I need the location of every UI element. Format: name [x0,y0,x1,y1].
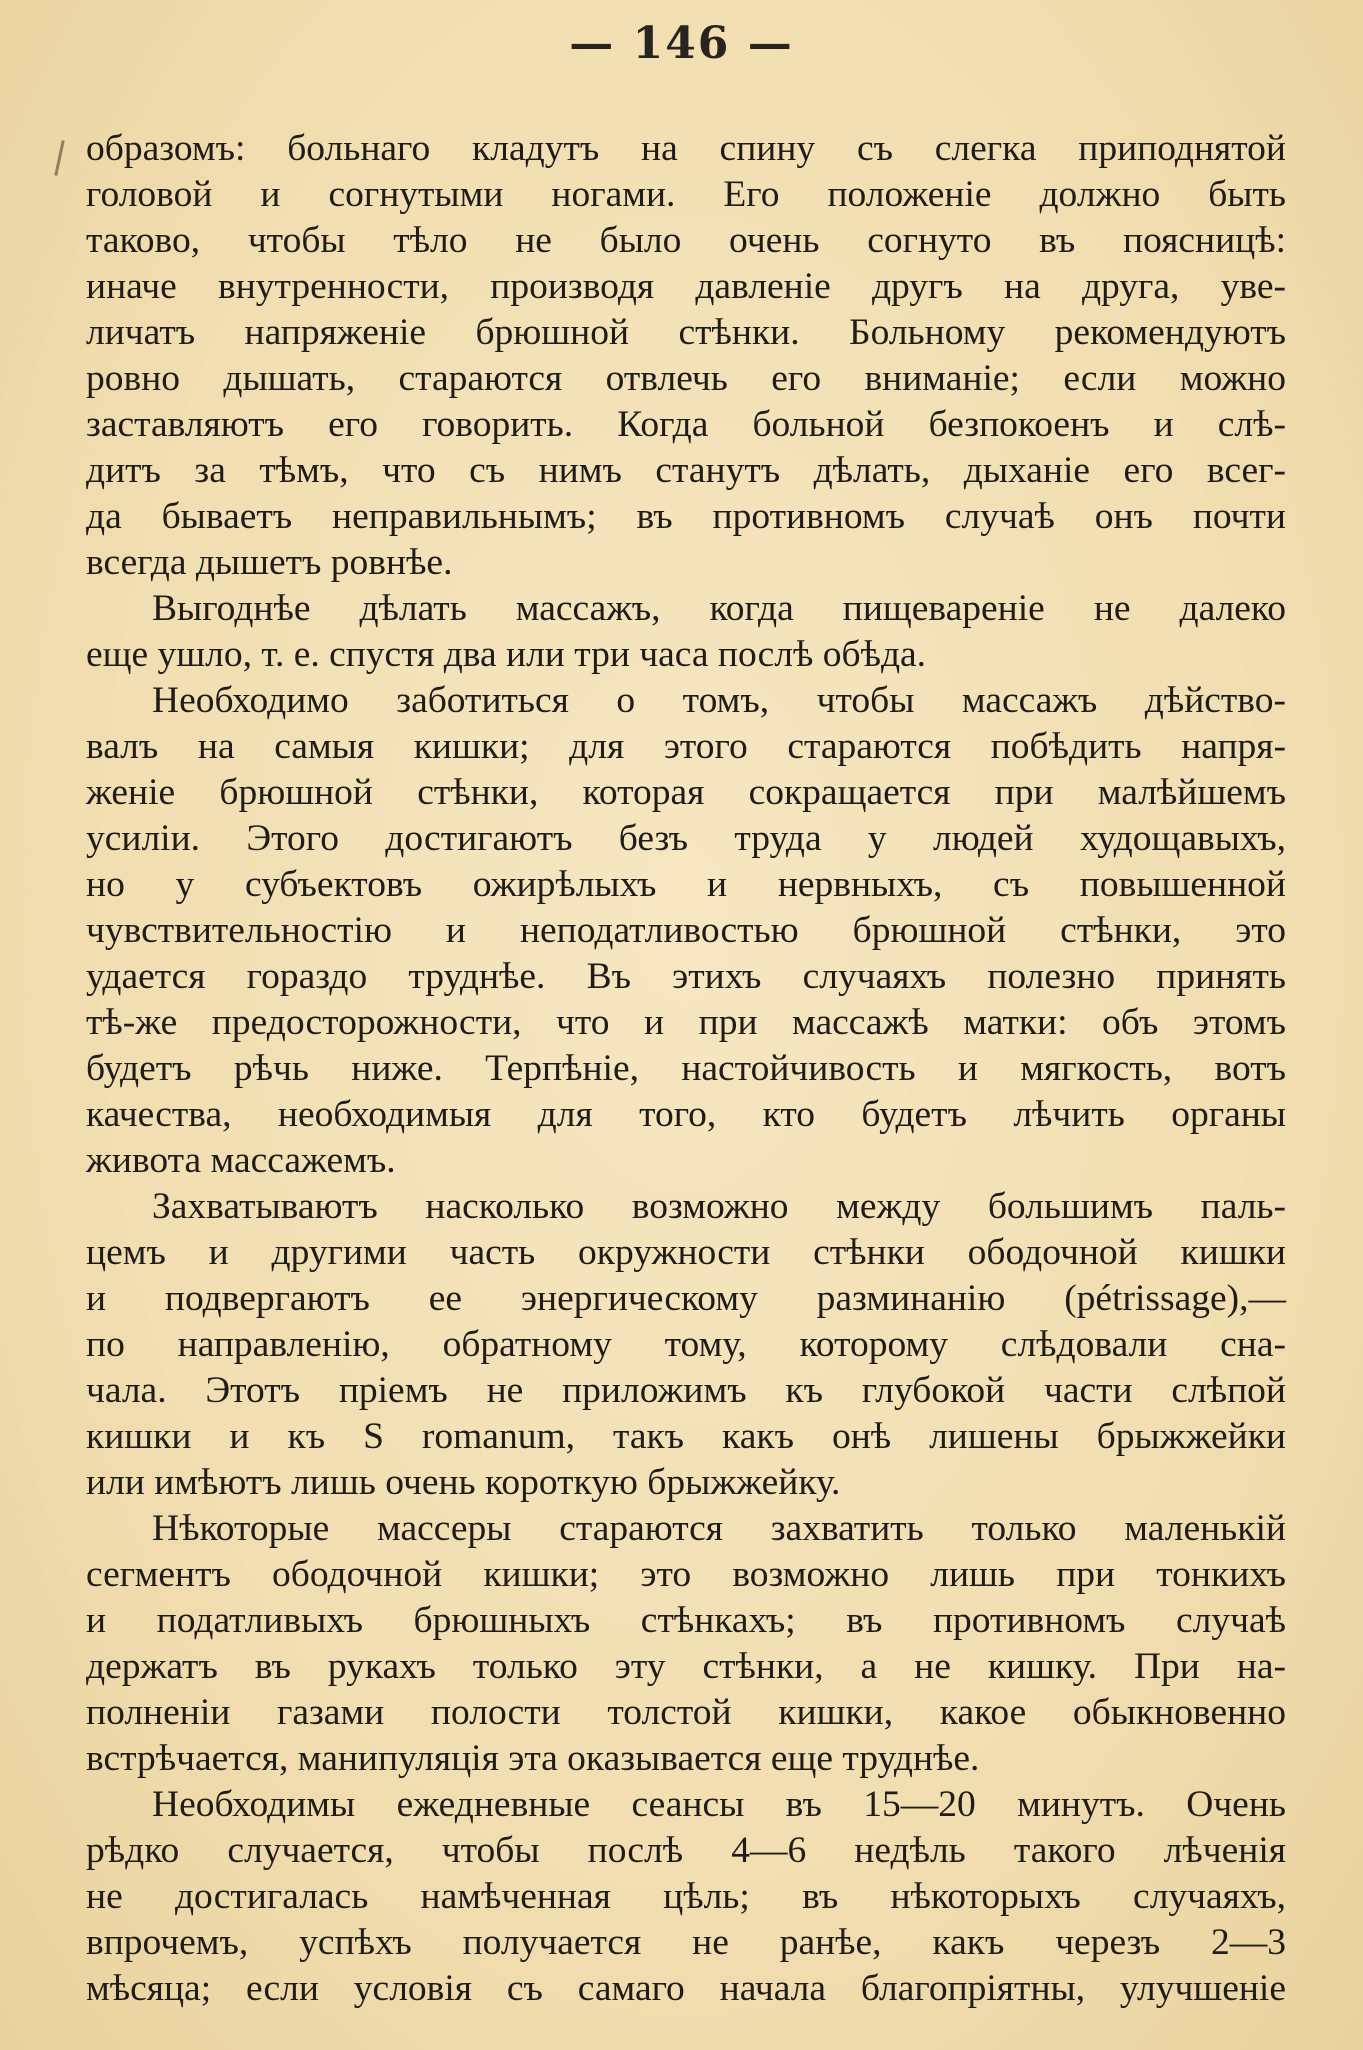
text-line: Необходимо заботиться о томъ, чтобы массажъ дѣйство- [152,680,1286,721]
text-line: ровно дышать, стараются отвлечь его вниманіе; если можно [86,358,1286,399]
paragraph [86,1506,1286,1782]
body-text [86,126,1286,2012]
text-line: еще ушло, т. е. спустя два или три часа послѣ обѣда. [86,634,927,675]
text-line: образомъ: больнаго кладутъ на спину съ слегка приподнятой [86,128,1286,169]
text-line: заставляютъ его говорить. Когда больной безпокоенъ и слѣ- [86,404,1286,445]
text-line: кишки и къ S romanum, такъ какъ онѣ лишены брыжжейки [86,1416,1286,1457]
text-line: таково, чтобы тѣло не было очень согнуто въ поясницѣ: [86,220,1286,261]
paragraph [86,1184,1286,1506]
text-line: дитъ за тѣмъ, что съ нимъ станутъ дѣлать, дыханіе его всег- [86,450,1286,491]
text-line: будетъ рѣчь ниже. Терпѣніе, настойчивость и мягкость, вотъ [86,1048,1286,1089]
text-line: качества, необходимыя для того, кто будетъ лѣчить органы [86,1094,1286,1135]
paragraph [86,1782,1286,2012]
text-line: Нѣкоторые массеры стараются захватить только маленькій [152,1508,1286,1549]
text-line: сегментъ ободочной кишки; это возможно лишь при тонкихъ [86,1554,1286,1595]
margin-mark [54,140,64,176]
text-line: и податливыхъ брюшныхъ стѣнкахъ; въ противномъ случаѣ [86,1600,1286,1641]
text-line: чала. Этотъ пріемъ не приложимъ къ глубокой части слѣпой [86,1370,1286,1411]
text-line: и подвергаютъ ее энергическому разминанію (pétrissage),— [86,1278,1286,1319]
text-line: Выгоднѣе дѣлать массажъ, когда пищевареніе не далеко [152,588,1286,629]
text-line: или имѣютъ лишь очень короткую брыжжейку. [86,1462,841,1503]
text-line: не достигалась намѣченная цѣль; въ нѣкоторыхъ случаяхъ, [86,1876,1286,1917]
text-line: полненіи газами полости толстой кишки, какое обыкновенно [86,1692,1286,1733]
text-line: держатъ въ рукахъ только эту стѣнки, а не кишку. При на- [86,1646,1286,1687]
paragraph [86,678,1286,1184]
text-line: валъ на самыя кишки; для этого стараются побѣдить напря- [86,726,1286,767]
text-line: рѣдко случается, чтобы послѣ 4—6 недѣль такого лѣченія [86,1830,1286,1871]
text-line: живота массажемъ. [86,1140,396,1181]
text-line: личатъ напряженіе брюшной стѣнки. Больному рекомендуютъ [86,312,1286,353]
text-line: цемъ и другими часть окружности стѣнки ободочной кишки [86,1232,1286,1273]
text-line: всегда дышетъ ровнѣе. [86,542,453,583]
text-line: мѣсяца; если условія съ самаго начала благопріятны, улучшеніе [86,1968,1286,2009]
text-line: Захватываютъ насколько возможно между большимъ паль- [152,1186,1286,1227]
text-line: Необходимы ежедневные сеансы въ 15—20 минутъ. Очень [152,1784,1286,1825]
text-line: встрѣчается, манипуляція эта оказывается еще труднѣе. [86,1738,980,1779]
text-line: но у субъектовъ ожирѣлыхъ и нервныхъ, съ повышенной [86,864,1286,905]
text-line: усиліи. Этого достигаютъ безъ труда у людей худощавыхъ, [86,818,1286,859]
text-line: иначе внутренности, производя давленіе другъ на друга, уве- [86,266,1286,307]
paragraph [86,126,1286,586]
text-line: головой и согнутыми ногами. Его положеніе должно быть [86,174,1286,215]
page-number: — 146 — [569,18,794,69]
text-line: чувствительностію и неподатливостью брюшной стѣнки, это [86,910,1286,951]
text-line: да бываетъ неправильнымъ; въ противномъ случаѣ онъ почти [86,496,1286,537]
text-line: удается гораздо труднѣе. Въ этихъ случаяхъ полезно принять [86,956,1286,997]
text-line: по направленію, обратному тому, которому слѣдовали сна- [86,1324,1286,1365]
paragraph [86,586,1286,678]
text-line: впрочемъ, успѣхъ получается не ранѣе, какъ черезъ 2—3 [86,1922,1286,1963]
text-line: женіе брюшной стѣнки, которая сокращается при малѣйшемъ [86,772,1286,813]
text-line: тѣ-же предосторожности, что и при массажѣ матки: объ этомъ [86,1002,1286,1043]
